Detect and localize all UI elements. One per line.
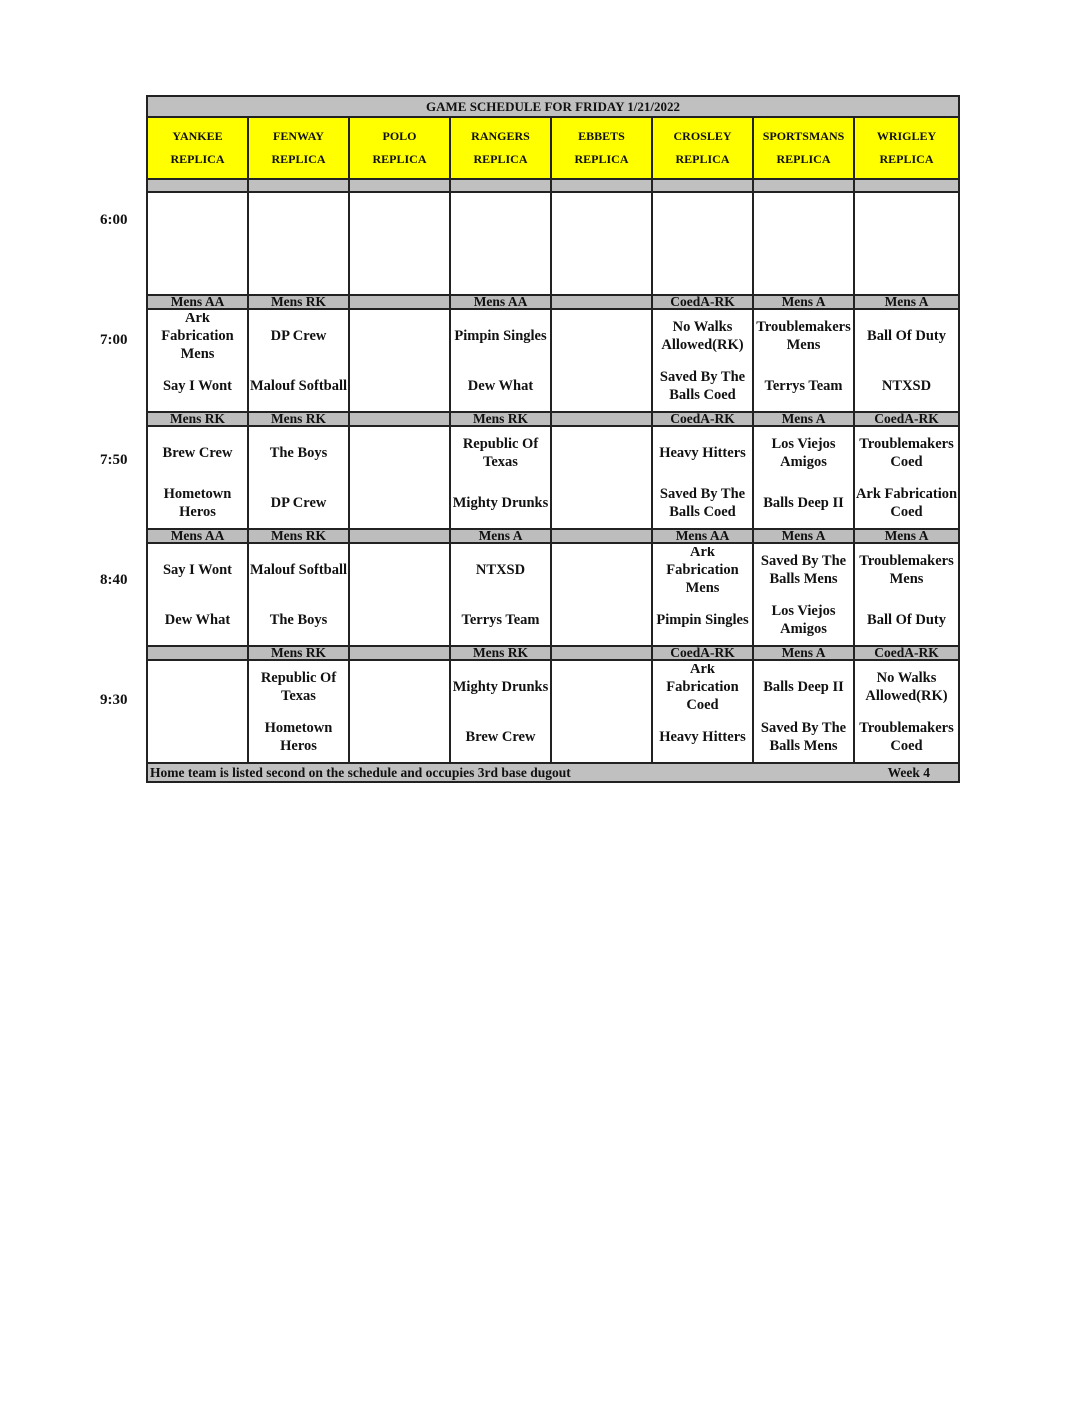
division-label: Mens A	[753, 412, 854, 426]
division-label: Mens RK	[450, 646, 551, 660]
field-header	[854, 117, 959, 179]
game-cell	[551, 543, 652, 646]
home-team	[148, 246, 247, 292]
game-cell	[652, 309, 753, 412]
division-label	[147, 646, 248, 660]
field-name: RANGERS	[471, 129, 530, 143]
home-team: NTXSD	[881, 377, 932, 394]
home-team	[552, 597, 651, 643]
field-header	[450, 117, 551, 179]
home-team	[350, 480, 449, 526]
home-team	[552, 714, 651, 760]
game-row	[147, 660, 959, 763]
game-cell	[450, 192, 551, 295]
field-header	[551, 117, 652, 179]
game-cell	[450, 660, 551, 763]
away-team	[350, 664, 449, 710]
division-label	[349, 412, 450, 426]
game-cell	[652, 192, 753, 295]
game-cell	[753, 192, 854, 295]
division-row	[147, 646, 959, 660]
away-team: No Walks Allowed(RK)	[661, 318, 744, 353]
division-label	[349, 529, 450, 543]
home-team: Ark Fabrication Coed	[855, 485, 958, 520]
division-label: Mens A	[753, 646, 854, 660]
game-cell	[753, 426, 854, 529]
home-team: Saved By The Balls Coed	[659, 485, 746, 520]
division-label: Mens A	[854, 529, 959, 543]
home-team: Saved By The Balls Mens	[760, 719, 847, 754]
field-sub: REPLICA	[879, 152, 934, 166]
away-team: Republic Of Texas	[462, 435, 539, 470]
away-team	[552, 196, 651, 242]
schedule-title: GAME SCHEDULE FOR FRIDAY 1/21/2022	[147, 96, 959, 117]
game-cell	[450, 543, 551, 646]
home-team: Malouf Softball	[249, 377, 348, 394]
field-header	[652, 117, 753, 179]
slot-time: 8:40	[100, 572, 128, 588]
away-team	[148, 196, 247, 242]
game-cell	[450, 426, 551, 529]
game-row	[147, 543, 959, 646]
home-team: DP Crew	[270, 494, 327, 511]
home-team	[451, 246, 550, 292]
game-cell	[551, 309, 652, 412]
game-cell	[147, 543, 248, 646]
game-cell	[147, 426, 248, 529]
game-cell	[854, 309, 959, 412]
away-team: Troublemakers Mens	[859, 552, 954, 587]
away-team	[855, 196, 958, 242]
field-sub: REPLICA	[170, 152, 225, 166]
home-team: The Boys	[269, 611, 328, 628]
division-label	[349, 646, 450, 660]
game-row	[147, 192, 959, 295]
game-cell	[248, 543, 349, 646]
away-team: Heavy Hitters	[659, 444, 746, 461]
division-label	[551, 412, 652, 426]
game-cell	[753, 660, 854, 763]
division-label: CoedA-RK	[854, 412, 959, 426]
division-label: Mens AA	[147, 295, 248, 309]
spacer-cell	[450, 179, 551, 192]
away-team: Malouf Softball	[249, 561, 348, 578]
game-cell	[147, 309, 248, 412]
away-team: Republic Of Texas	[260, 669, 337, 704]
game-cell	[248, 426, 349, 529]
division-label: Mens RK	[248, 529, 349, 543]
home-team	[855, 246, 958, 292]
division-label: Mens RK	[248, 646, 349, 660]
home-team	[249, 246, 348, 292]
away-team	[552, 313, 651, 359]
home-team: Dew What	[467, 377, 534, 394]
field-name: SPORTSMANS	[762, 129, 845, 143]
game-cell	[854, 660, 959, 763]
away-team: Balls Deep II	[763, 678, 844, 695]
spacer-cell	[248, 179, 349, 192]
field-header	[349, 117, 450, 179]
home-team: Hometown Heros	[163, 485, 232, 520]
field-sub: REPLICA	[675, 152, 730, 166]
division-label: Mens RK	[450, 412, 551, 426]
home-team	[653, 246, 752, 292]
game-cell	[450, 309, 551, 412]
division-label: CoedA-RK	[652, 646, 753, 660]
away-team: Say I Wont	[162, 561, 233, 578]
game-cell	[349, 309, 450, 412]
home-team: Terrys Team	[461, 611, 540, 628]
away-team: Troublemakers Mens	[756, 318, 851, 353]
game-cell	[854, 543, 959, 646]
home-team	[350, 597, 449, 643]
spacer-cell	[652, 179, 753, 192]
field-sub: REPLICA	[271, 152, 326, 166]
home-team	[754, 246, 853, 292]
game-cell	[248, 660, 349, 763]
game-cell	[652, 426, 753, 529]
division-label: Mens RK	[248, 295, 349, 309]
spacer-cell	[147, 179, 248, 192]
away-team: Ark Fabrication Coed	[666, 663, 739, 710]
game-cell	[854, 426, 959, 529]
game-cell	[349, 660, 450, 763]
division-label: Mens A	[854, 295, 959, 309]
division-row	[147, 295, 959, 309]
game-cell	[753, 543, 854, 646]
spacer-cell	[349, 179, 450, 192]
division-row	[147, 529, 959, 543]
division-label: CoedA-RK	[652, 412, 753, 426]
division-label: Mens RK	[248, 412, 349, 426]
away-team: DP Crew	[270, 327, 327, 344]
spacer-cell	[854, 179, 959, 192]
division-label: Mens RK	[147, 412, 248, 426]
away-team	[552, 430, 651, 476]
home-team: Hometown Heros	[264, 719, 333, 754]
home-team: Pimpin Singles	[656, 611, 749, 628]
game-cell	[147, 192, 248, 295]
home-team: Troublemakers Coed	[859, 719, 954, 754]
division-label: CoedA-RK	[854, 646, 959, 660]
game-cell	[551, 426, 652, 529]
away-team: No Walks Allowed(RK)	[865, 669, 948, 704]
field-header	[753, 117, 854, 179]
field-sub: REPLICA	[574, 152, 629, 166]
field-name: YANKEE	[172, 129, 223, 143]
field-name: FENWAY	[273, 129, 324, 143]
field-name: CROSLEY	[673, 129, 732, 143]
game-cell	[248, 309, 349, 412]
field-sub: REPLICA	[372, 152, 427, 166]
game-cell	[753, 309, 854, 412]
division-label: Mens AA	[147, 529, 248, 543]
spacer-row	[147, 179, 959, 192]
spacer-cell	[551, 179, 652, 192]
away-team: Mighty Drunks	[452, 678, 549, 695]
home-team: Terrys Team	[764, 377, 843, 394]
division-label: Mens A	[753, 529, 854, 543]
schedule-table	[146, 95, 960, 783]
away-team: Ark Fabrication Mens	[666, 546, 739, 593]
away-team: Brew Crew	[162, 444, 233, 461]
game-cell	[349, 543, 450, 646]
away-team	[653, 196, 752, 242]
game-cell	[248, 192, 349, 295]
slot-time: 7:00	[100, 332, 128, 348]
field-name: POLO	[382, 129, 417, 143]
game-cell	[349, 426, 450, 529]
home-team	[552, 480, 651, 526]
game-cell	[652, 543, 753, 646]
away-team	[350, 196, 449, 242]
away-team: Troublemakers Coed	[859, 435, 954, 470]
home-team: Saved By The Balls Coed	[659, 368, 746, 403]
away-team: NTXSD	[475, 561, 526, 578]
away-team	[451, 196, 550, 242]
home-team	[552, 363, 651, 409]
division-label	[551, 646, 652, 660]
division-row	[147, 412, 959, 426]
home-team: Heavy Hitters	[659, 728, 746, 745]
home-team	[148, 714, 247, 760]
away-team: Los Viejos Amigos	[771, 435, 836, 470]
home-team: Los Viejos Amigos	[771, 602, 836, 637]
division-label: Mens AA	[450, 295, 551, 309]
division-label: Mens A	[450, 529, 551, 543]
footer-row	[147, 763, 959, 782]
home-team	[350, 363, 449, 409]
away-team: The Boys	[269, 444, 328, 461]
division-label: CoedA-RK	[652, 295, 753, 309]
away-team	[148, 664, 247, 710]
spacer-cell	[753, 179, 854, 192]
division-label	[349, 295, 450, 309]
home-team: Balls Deep II	[763, 494, 844, 511]
game-cell	[652, 660, 753, 763]
week-label: Week 4	[887, 764, 931, 780]
game-row	[147, 309, 959, 412]
title-row	[147, 96, 959, 117]
game-cell	[551, 660, 652, 763]
away-team	[350, 547, 449, 593]
away-team	[249, 196, 348, 242]
field-sub: REPLICA	[473, 152, 528, 166]
home-team: Say I Wont	[162, 377, 233, 394]
field-sub: REPLICA	[776, 152, 831, 166]
home-team: Dew What	[164, 611, 231, 628]
away-team: Saved By The Balls Mens	[760, 552, 847, 587]
away-team: Ark Fabrication Mens	[161, 312, 234, 359]
field-name: EBBETS	[578, 129, 625, 143]
game-cell	[349, 192, 450, 295]
footer-note: Home team is listed second on the schedule and occupies 3rd base dugout	[150, 764, 571, 780]
away-team	[552, 547, 651, 593]
home-team: Ball Of Duty	[867, 611, 946, 628]
division-label: Mens A	[753, 295, 854, 309]
slot-time: 7:50	[100, 452, 128, 468]
home-team	[350, 714, 449, 760]
away-team: Ball Of Duty	[867, 327, 946, 344]
field-header	[248, 117, 349, 179]
home-team	[350, 246, 449, 292]
away-team	[350, 430, 449, 476]
slot-time: 6:00	[100, 212, 128, 228]
division-label	[551, 529, 652, 543]
game-cell	[551, 192, 652, 295]
home-team: Brew Crew	[465, 728, 536, 745]
away-team	[754, 196, 853, 242]
footer-cell	[147, 763, 959, 782]
field-name: WRIGLEY	[876, 129, 937, 143]
slot-time: 9:30	[100, 692, 128, 708]
away-team	[552, 664, 651, 710]
home-team	[552, 246, 651, 292]
game-row	[147, 426, 959, 529]
game-cell	[854, 192, 959, 295]
field-header	[147, 117, 248, 179]
division-label	[551, 295, 652, 309]
home-team: Mighty Drunks	[452, 494, 549, 511]
field-header-row	[147, 117, 959, 179]
away-team: Pimpin Singles	[454, 327, 547, 344]
away-team	[350, 313, 449, 359]
division-label: Mens AA	[652, 529, 753, 543]
game-cell	[147, 660, 248, 763]
